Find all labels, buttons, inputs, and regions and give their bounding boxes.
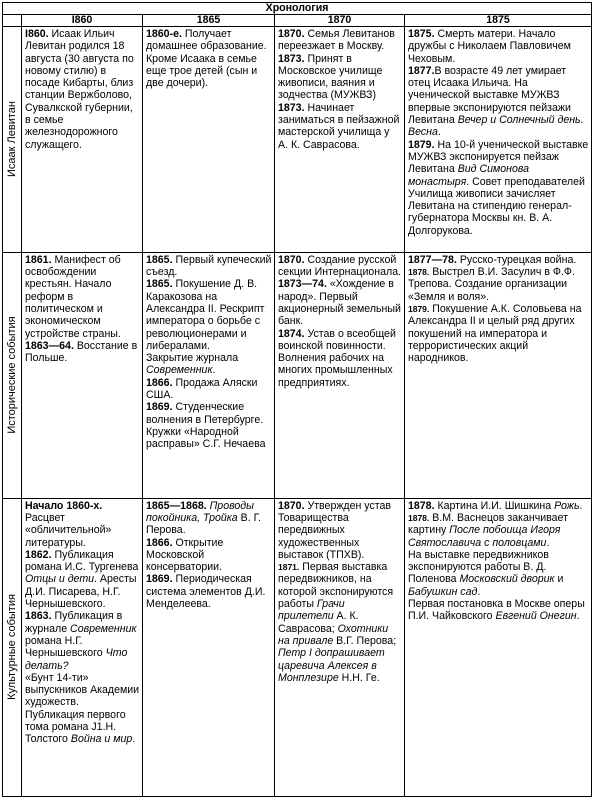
year-header-1865: 1865 <box>143 15 275 27</box>
entry-text: . Аресты Д.И. Писарева, Н.Г. Чернышевского. <box>25 573 137 611</box>
chronology-entry <box>146 500 272 537</box>
entry-artwork-title: Отцы и дети <box>25 573 95 586</box>
chronology-entry <box>408 549 589 598</box>
corner-cell <box>3 15 22 27</box>
row-levitan <box>3 27 592 253</box>
chronology-cell <box>22 498 143 796</box>
table-body <box>3 27 592 797</box>
entry-artwork-title: Вид Симонова монастыря <box>408 163 530 188</box>
chronology-entry <box>408 303 589 364</box>
chronology-entry <box>25 28 140 151</box>
entry-text: Н.Н. Ге. <box>338 671 380 684</box>
chronology-entry <box>408 266 589 303</box>
entry-artwork-title: Современник <box>146 364 213 377</box>
entry-text: Первая постановка в Москве оперы П.И. Чайковского <box>408 598 585 623</box>
chronology-entry <box>146 377 272 402</box>
entry-artwork-title: Рожь <box>554 499 580 512</box>
entry-text: На выставке передвижников экспонируются работы В. Д. Поленова <box>408 548 549 586</box>
row-label-cell <box>3 498 22 796</box>
entry-year: 1873. <box>278 52 305 65</box>
entry-artwork-title: Война и мир <box>70 733 133 746</box>
entry-artwork-title: Московский дворик <box>459 573 555 586</box>
chronology-entry <box>278 53 402 102</box>
chronology-page <box>2 2 591 797</box>
row-label-cell <box>3 27 22 253</box>
entry-year: 1879. <box>408 138 435 151</box>
entry-text: Публикация романа И.С. Тургенева <box>25 548 139 574</box>
entry-year: 1869. <box>146 401 173 414</box>
entry-artwork-title: Охотники на привале <box>278 622 389 647</box>
entry-year: 1866. <box>146 536 173 549</box>
entry-year: 1871. <box>278 562 300 573</box>
entry-year: 1865—1868. <box>146 499 207 512</box>
entry-year: 1877—78. <box>408 253 457 266</box>
entry-year: 1863. <box>25 610 52 623</box>
chronology-cell <box>275 498 405 796</box>
entry-text: Первый купеческий съезд. <box>146 253 272 279</box>
chronology-entry <box>278 278 402 327</box>
chronology-entry <box>146 573 272 610</box>
chronology-entry <box>25 610 140 671</box>
chronology-entry <box>278 102 402 151</box>
table-title: Хронология <box>3 3 592 15</box>
entry-text: Исаак Ильич Левитан родился 18 августа (30 августа по новому стилю) в посаде Кибарты, близ станции Вержболово, Сувалкской губернии, в семье железнодорожного служащего. <box>25 28 134 151</box>
chronology-cell <box>275 27 405 253</box>
entry-text: «Хождение в народ». Первый акционерный земельный банк. <box>278 278 401 328</box>
entry-text: В возрасте 49 лет умирает отец Исаака Ильича. На ученической выставке МУЖВЗ впервые экспонируются пейзажи Левитана <box>408 64 571 127</box>
entry-text: . <box>576 610 580 623</box>
entry-text: . <box>546 536 550 549</box>
entry-text: Начинает заниматься в пейзажной мастерской училища у А. К. Саврасова. <box>278 101 400 151</box>
entry-year: 1873—74. <box>278 278 327 291</box>
entry-artwork-title: Проводы покойника, Тройка <box>146 499 254 524</box>
entry-text: В.М. Васнецов заканчивает картину <box>408 511 568 537</box>
entry-artwork-title: Петр I допрашивает царевича Алексея в Монплезире <box>278 647 385 684</box>
chronology-entry <box>408 254 589 266</box>
chronology-cell <box>22 252 143 498</box>
entry-text: . <box>579 499 583 512</box>
entry-artwork-title: Что делать? <box>25 647 128 672</box>
chronology-entry <box>25 500 140 549</box>
entry-text: Публикация в журнале <box>25 610 123 635</box>
entry-year: 1870. <box>278 28 305 40</box>
entry-year: I860. <box>25 28 49 40</box>
entry-text: Открытие Московской консерватории. <box>146 536 224 574</box>
entry-text: Картина И.И. Шишкина <box>434 499 555 512</box>
entry-text: Студенческие волнения в Петербурге. Кружки «Народной расправы» С.Г. Нечаева <box>146 401 266 451</box>
entry-artwork-title: Грачи прилетели <box>278 598 345 623</box>
entry-year: 1862. <box>25 548 52 561</box>
row-cultural-events <box>3 498 592 796</box>
entry-text: . <box>132 733 136 746</box>
entry-text: Закрытие журнала <box>146 352 239 365</box>
chronology-entry <box>278 328 402 389</box>
entry-artwork-title: Бабушкин сад <box>408 585 478 598</box>
chronology-entry <box>25 549 140 610</box>
row-label: Исторические события <box>5 316 18 434</box>
chronology-cell <box>405 252 592 498</box>
year-header-1860: I860 <box>22 15 143 27</box>
chronology-entry <box>408 28 589 65</box>
chronology-entry <box>146 254 272 279</box>
chronology-entry <box>408 512 589 549</box>
entry-text: Создание русской секции Интернационала. <box>278 253 402 279</box>
row-label-cell <box>3 252 22 498</box>
entry-text: Утвержден устав Товарищества передвижных художественных выставок (ТПХВ). <box>278 499 392 561</box>
entry-artwork-title: Евгений Онегин <box>495 610 577 623</box>
chronology-entry <box>278 561 402 684</box>
chronology-entry <box>408 598 589 623</box>
entry-text: . <box>477 585 481 598</box>
entry-year: 1863—64. <box>25 339 74 352</box>
chronology-entry <box>146 352 272 377</box>
entry-year: 1873. <box>278 101 305 114</box>
entry-year: 1869. <box>146 573 173 586</box>
chronology-cell <box>22 27 143 253</box>
chronology-cell <box>143 252 275 498</box>
chronology-entry <box>408 500 589 512</box>
chronology-entry <box>408 65 589 139</box>
entry-text: «Бунт 14-ти» выпускников Академии художеств. <box>25 671 140 709</box>
entry-year: Начало 1860-х. <box>25 499 103 512</box>
entry-text: А. К. Саврасова; <box>278 610 359 635</box>
year-header-1870: 1870 <box>275 15 405 27</box>
entry-year: 1874. <box>278 327 305 340</box>
chronology-entry <box>25 709 140 746</box>
chronology-entry <box>146 28 272 89</box>
chronology-cell <box>275 252 405 498</box>
entry-text: Получает домашнее образование. Кроме Исаака в семье еще трое детей (сын и две дочери). <box>146 28 267 90</box>
entry-year: 1878. <box>408 499 435 512</box>
entry-year: 1865. <box>146 278 173 291</box>
entry-artwork-title: Вечер и Солнечный день. Весна <box>408 114 584 139</box>
entry-text: На 10-й ученической выставке МУЖВЗ экспонируется пейзаж Левитана <box>408 138 589 176</box>
entry-year: 1860-е. <box>146 28 182 40</box>
chronology-entry <box>146 537 272 574</box>
entry-text: Принят в Московское училище живописи, ваяния и зодчества (МУЖВЗ) <box>278 52 383 102</box>
entry-text: . <box>212 364 216 377</box>
entry-text: Покушение А.К. Соловьева на Александра II и целый ряд других покушений на императора и террористических акций народников. <box>408 302 582 365</box>
entry-year: 1865. <box>146 253 173 266</box>
entry-text: Смерть матери. Начало дружбы с Николаем Павловичем Чеховым. <box>408 28 571 65</box>
entry-text: и <box>554 573 564 586</box>
entry-artwork-title: Современник <box>70 622 137 635</box>
chronology-cell <box>143 498 275 796</box>
entry-text: В.Г. Перова; <box>333 634 397 647</box>
entry-text: Русско-турецкая война. <box>456 253 577 266</box>
entry-text: Выстрел В.И. Засулич в Ф.Ф. Трепова. Создание организации «Земля и воля». <box>408 266 575 303</box>
entry-text: Расцвет «обличительной» литературы. <box>25 511 112 549</box>
chronology-table <box>2 2 592 797</box>
chronology-entry <box>278 500 402 561</box>
chronology-cell <box>405 27 592 253</box>
entry-text: . <box>437 126 441 139</box>
entry-text: Восстание в Польше. <box>25 339 138 365</box>
row-label: Исаак Левитан <box>5 101 18 178</box>
entry-year: 1878. <box>408 512 430 523</box>
chronology-entry <box>278 254 402 279</box>
chronology-entry <box>408 139 589 237</box>
entry-text: Продажа Аляски США. <box>146 376 258 402</box>
entry-text: Семья Левитанов переезжает в Москву. <box>278 28 395 53</box>
chronology-cell <box>143 27 275 253</box>
entry-text: . Совет преподавателей Училища живописи зачисляет Левитана на стипендию генерал-губернатора Москвы кн. В. А. Долгорукова. <box>408 175 585 237</box>
entry-text: В. Г. Перова. <box>146 511 261 537</box>
chronology-entry <box>25 340 140 365</box>
entry-text: Периодическая система элементов Д.И. Менделеева. <box>146 573 266 611</box>
entry-year: 1861. <box>25 253 52 266</box>
entry-year: 1875. <box>408 28 435 40</box>
chronology-entry <box>146 401 272 450</box>
entry-year: 1879. <box>408 303 430 314</box>
entry-text: Публикация первого тома романа J1.H. Толстого <box>25 708 126 746</box>
row-label: Культурные события <box>5 594 18 701</box>
entry-text: Первая выставка передвижников, на которой экспонируются работы <box>278 561 394 611</box>
entry-year: 1877. <box>408 64 435 77</box>
year-header-1875: 1875 <box>405 15 592 27</box>
entry-text: Устав о всеобщей воинской повинности. Волнения рабочих на многих промышленных предприятиях. <box>278 327 396 389</box>
entry-year: 1878. <box>408 267 430 278</box>
chronology-entry <box>25 672 140 709</box>
chronology-entry <box>25 254 140 340</box>
chronology-entry <box>146 278 272 352</box>
chronology-cell <box>405 498 592 796</box>
entry-year: 1870. <box>278 499 305 512</box>
entry-artwork-title: После побоища Игоря Святославича с половцами <box>408 524 561 549</box>
chronology-entry <box>278 28 402 53</box>
row-historical-events <box>3 252 592 498</box>
entry-year: 1866. <box>146 376 173 389</box>
entry-year: 1870. <box>278 253 305 266</box>
entry-text: Покушение Д. В. Каракозова на Александра II. Рескрипт императора о борьбе с революционерами и либералами. <box>146 278 265 352</box>
entry-text: романа Н.Г. Чернышевского <box>25 634 106 660</box>
entry-text: Манифест об освобождении крестьян. Начало реформ в политическом и экономическом устройстве страны. <box>25 253 121 340</box>
